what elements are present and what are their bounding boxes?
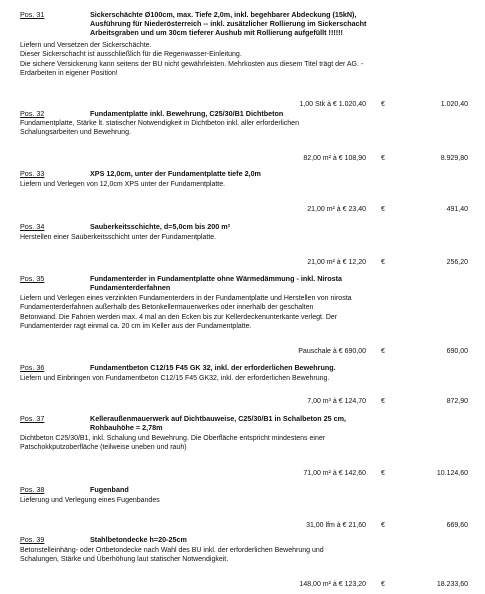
currency-symbol: € xyxy=(381,348,385,355)
description-line: Fundamenterderfahnen außerhalb des Betonkellermauerwerkes oder innerhalb der geschalten xyxy=(20,304,314,312)
position-description xyxy=(20,294,430,332)
description-line: Betonwand. Die Fahnen werden max. 4 mal an den Ecken bis zur Kellerdeckenunterkante verlegt. Der xyxy=(20,313,338,321)
currency-symbol: € xyxy=(381,259,385,266)
position-title-line: Fundamenterderfahnen xyxy=(90,283,171,292)
position-number: Pos. 33 xyxy=(20,169,45,178)
description-line: Dichtbeton C25/30/B1, inkl. Schalung und Bewehrung. Die Oberfläche entspricht mindestens einer xyxy=(20,435,326,442)
position-title xyxy=(90,109,415,118)
description-line: Fundamenterder ragt einmal ca. 20 cm im Keller aus der Fundamentplatte. xyxy=(20,323,252,331)
position-title-line: Fundamentplatte inkl. Bewehrung, C25/30/B1 Dichtbeton xyxy=(90,109,284,118)
position-number: Pos. 35 xyxy=(20,274,45,283)
position-title xyxy=(90,10,415,37)
position-title-line: XPS 12,0cm, unter der Fundamentplatte tiefe 2,0m xyxy=(90,169,261,178)
description-line: Dieser Sickerschacht ist ausschließlich für die Regenwasser-Einleitung. xyxy=(20,51,242,59)
position-description xyxy=(20,496,430,505)
quantity-unit-price: 21,00 m² à € 23,40 xyxy=(307,206,366,213)
position-title xyxy=(90,222,415,231)
position-title-line: Arbeitsgraben und um 30cm tieferer Aushub mit Rollierung aufgefüllt !!!!!! xyxy=(90,28,343,37)
description-line: Schalungen, Stärke und Überhöhung laut statischer Notwendigkeit. xyxy=(20,556,229,564)
position-number: Pos. 38 xyxy=(20,485,45,494)
description-line: Fundamentplatte, Stärke lt. statischer Notwendigkeit in Dichtbeton inkl. aller erforderlichen xyxy=(20,120,299,127)
position-number: Pos. 37 xyxy=(20,414,45,423)
position-title-line: Fugenband xyxy=(90,485,129,494)
position-title xyxy=(90,274,415,292)
position-total: 491,40 xyxy=(446,206,468,213)
quantity-unit-price: 1,00 Stk à € 1.020,40 xyxy=(299,101,366,108)
currency-symbol: € xyxy=(381,101,385,108)
description-line: Betonstelleinhäng- oder Ortbetondecke nach Wahl des BU inkl. der erforderlichen Bewehrung und xyxy=(20,547,324,554)
description-line: Liefern und Verlegen eines verzinkten Fundamenterders in der Fundamentplatte und Herstellen von nirosta xyxy=(20,295,352,302)
description-line: Liefern und Verlegen von 12,0cm XPS unter der Fundamentplatte. xyxy=(20,181,226,188)
quantity-unit-price: 31,00 lfm à € 21,60 xyxy=(306,522,366,529)
position-title-line: Fundamentbeton C12/15 F45 GK 32, inkl. der erforderlichen Bewehrung. xyxy=(90,363,336,372)
currency-symbol: € xyxy=(381,398,385,405)
position-title-line: Stahlbetondecke h=20-25cm xyxy=(90,535,187,544)
description-line: Lieferung und Verlegung eines Fugenbandes xyxy=(20,497,160,504)
position-title xyxy=(90,363,415,372)
position-title-line: Fundamenterder in Fundamentplatte ohne Wärmedämmung - inkl. Nirosta xyxy=(90,274,342,283)
position-number: Pos. 34 xyxy=(20,222,45,231)
description-line: Liefern und Einbringen von Fundamentbeton C12/15 F45 GK32, inkl. der erforderlichen Bewehrung. xyxy=(20,375,330,382)
position-total: 690,00 xyxy=(446,348,468,355)
currency-symbol: € xyxy=(381,206,385,213)
quantity-unit-price: Pauschale à € 690,00 xyxy=(298,348,366,355)
position-description xyxy=(20,434,430,453)
quantity-unit-price: 7,00 m³ à € 124,70 xyxy=(307,398,366,405)
position-number: Pos. 31 xyxy=(20,10,45,19)
position-total: 256,20 xyxy=(446,259,468,266)
description-line: Die sichere Versickerung kann seitens der BU nicht gewährleisten. Mehrkosten aus diesem Titel trägt der AG. - xyxy=(20,60,364,68)
position-total: 10.124,60 xyxy=(436,470,468,477)
description-line: Herstellen einer Sauberkeitsschicht unter der Fundamentplatte. xyxy=(20,234,217,241)
position-title-line: Sickerschächte Ø100cm, max. Tiefe 2,0m, inkl. begehbarer Abdeckung (15kN), xyxy=(90,10,357,19)
quantity-unit-price: 21,00 m² à € 12,20 xyxy=(307,259,366,266)
position-title xyxy=(90,535,415,544)
quantity-unit-price: 148,00 m² à € 123,20 xyxy=(299,581,366,588)
currency-symbol: € xyxy=(381,470,385,477)
position-total: 18.233,60 xyxy=(436,581,468,588)
position-title-line: Rohbauhöhe = 2,78m xyxy=(90,423,163,432)
position-description xyxy=(20,374,430,383)
position-title-line: Ausführung für Niederösterreich -- inkl. zusätzlicher Rollierung im Sickerschacht xyxy=(90,19,367,28)
position-description xyxy=(20,119,430,138)
quantity-unit-price: 71,00 m² à € 142,60 xyxy=(303,470,366,477)
position-title xyxy=(90,414,415,432)
position-description xyxy=(20,180,430,189)
position-total: 669,60 xyxy=(446,522,468,529)
quantity-unit-price: 82,00 m² à € 108,90 xyxy=(303,155,366,162)
position-description xyxy=(20,233,430,242)
position-title xyxy=(90,485,415,494)
position-total: 872,90 xyxy=(446,398,468,405)
description-line: Liefern und Versetzen der Sickerschächte. xyxy=(20,42,152,49)
currency-symbol: € xyxy=(381,581,385,588)
position-total: 8.929,80 xyxy=(440,155,468,162)
position-title-line: Kelleraußenmauerwerk auf Dichtbauweise, C25/30/B1 in Schalbeton 25 cm, xyxy=(90,414,347,423)
description-line: Schalungsarbeiten und Bewehrung. xyxy=(20,129,131,137)
position-number: Pos. 32 xyxy=(20,109,45,118)
position-number: Pos. 36 xyxy=(20,363,45,372)
currency-symbol: € xyxy=(381,155,385,162)
position-number: Pos. 39 xyxy=(20,535,45,544)
position-description xyxy=(20,546,430,565)
position-total: 1.020,40 xyxy=(440,101,468,108)
description-line: Patschokkputzoberfläche (teilweise uneben und rauh) xyxy=(20,444,187,452)
position-description xyxy=(20,41,430,79)
position-title-line: Sauberkeitsschichte, d=5,0cm bis 200 m² xyxy=(90,222,231,231)
description-line: Erdarbeiten in eigener Position! xyxy=(20,70,118,78)
position-title xyxy=(90,169,415,178)
currency-symbol: € xyxy=(381,522,385,529)
